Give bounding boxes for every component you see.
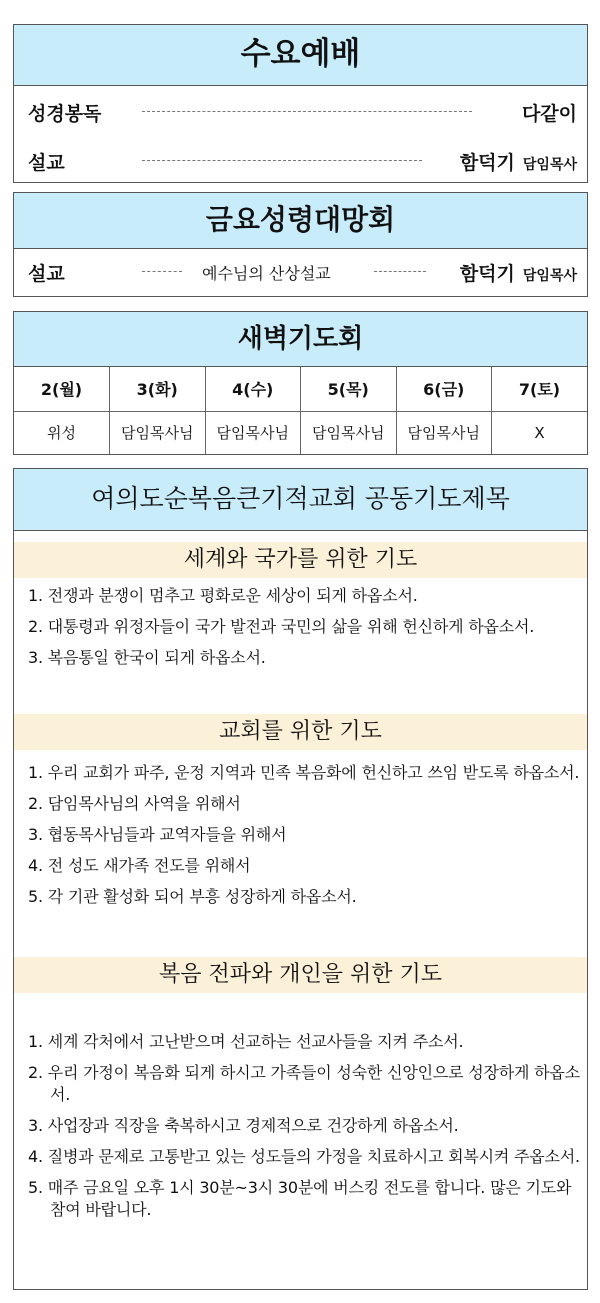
prayer-topics-title: 여의도순복음큰기적교회 공동기도제목	[14, 469, 587, 531]
leader-cell: 담임목사님	[396, 411, 492, 454]
leader-cell: 담임목사님	[205, 411, 301, 454]
friday-preacher-title: 담임목사	[522, 268, 577, 284]
schedule-days-row	[14, 367, 587, 411]
friday-preacher-name: 함덕기	[459, 263, 515, 285]
day-cell: 5(목)	[301, 367, 397, 411]
schedule-leaders-row	[14, 411, 587, 454]
list-item: 2. 대통령과 위정자들이 국가 발전과 국민의 삶을 위해 헌신하게 하옵소서.	[28, 617, 535, 636]
list-item: 1. 세계 각처에서 고난받으며 선교하는 선교사들을 지켜 주소서.	[28, 1032, 464, 1051]
dawn-prayer-schedule	[14, 367, 587, 454]
prayer-topics-box	[13, 468, 588, 1290]
leader-dots	[142, 111, 472, 112]
leader-dots	[142, 271, 182, 272]
leader-dots	[142, 160, 422, 161]
list-item: 5. 각 기관 활성화 되어 부흥 성장하게 하옵소서.	[28, 887, 357, 906]
section-heading-gospel: 복음 전파와 개인을 위한 기도	[14, 957, 587, 993]
dawn-prayer-title: 새벽기도회	[14, 312, 587, 367]
nation-prayer-list	[28, 585, 581, 678]
sermon-row	[14, 140, 587, 180]
list-item: 3. 복음통일 한국이 되게 하옵소서.	[28, 648, 266, 667]
list-item: 3. 사업장과 직장을 축복하시고 경제적으로 건강하게 하옵소서.	[28, 1116, 459, 1135]
list-item: 2. 우리 가정이 복음화 되게 하시고 가족들이 성숙한 신앙인으로 성장하게 하옵소서.	[28, 1063, 580, 1104]
leader-cell: 담임목사님	[110, 411, 206, 454]
section-heading-nation: 세계와 국가를 위한 기도	[14, 542, 587, 578]
section-heading-church: 교회를 위한 기도	[14, 714, 587, 750]
friday-sermon-row	[14, 251, 587, 291]
leader-cell: X	[534, 423, 545, 442]
day-cell: 3(화)	[110, 367, 206, 411]
sermon-label: 설교	[28, 152, 65, 174]
wednesday-service-box	[13, 24, 588, 183]
day-cell: 7(토)	[492, 367, 588, 411]
friday-service-title: 금요성령대망회	[14, 193, 587, 249]
list-item: 5. 매주 금요일 오후 1시 30분~3시 30분에 버스킹 전도를 합니다. 많은 기도와 참여 바랍니다.	[28, 1178, 572, 1219]
sermon-title: 예수님의 산상설교	[202, 264, 331, 283]
list-item: 3. 협동목사님들과 교역자들을 위해서	[28, 825, 287, 844]
preacher-name: 함덕기	[459, 152, 515, 174]
list-item: 4. 전 성도 새가족 전도를 위해서	[28, 856, 251, 875]
wednesday-service-title: 수요예배	[14, 25, 587, 86]
day-cell: 2(월)	[14, 367, 110, 411]
leader-cell: 담임목사님	[301, 411, 397, 454]
day-cell: 4(수)	[205, 367, 301, 411]
preacher-title: 담임목사	[522, 157, 577, 173]
day-cell: 6(금)	[396, 367, 492, 411]
gospel-prayer-list	[28, 1031, 581, 1230]
friday-preacher	[460, 259, 577, 286]
list-item: 2. 담임목사님의 사역을 위해서	[28, 794, 241, 813]
leader-cell: 위성	[14, 411, 110, 454]
list-item: 1. 우리 교회가 파주, 운정 지역과 민족 복음화에 헌신하고 쓰임 받도록 하옵소서.	[28, 763, 580, 782]
scripture-reading-label: 성경봉독	[28, 103, 102, 125]
preacher	[460, 148, 577, 175]
scripture-reading-row	[14, 91, 587, 131]
scripture-reader: 다같이	[521, 103, 577, 125]
list-item: 4. 질병과 문제로 고통받고 있는 성도들의 가정을 치료하시고 회복시켜 주옵소서.	[28, 1147, 580, 1166]
dawn-prayer-box	[13, 311, 588, 455]
list-item: 1. 전쟁과 분쟁이 멈추고 평화로운 세상이 되게 하옵소서.	[28, 586, 418, 605]
church-prayer-list	[28, 762, 581, 917]
friday-service-box	[13, 192, 588, 297]
friday-sermon-label: 설교	[28, 263, 65, 285]
leader-dots	[374, 271, 426, 272]
